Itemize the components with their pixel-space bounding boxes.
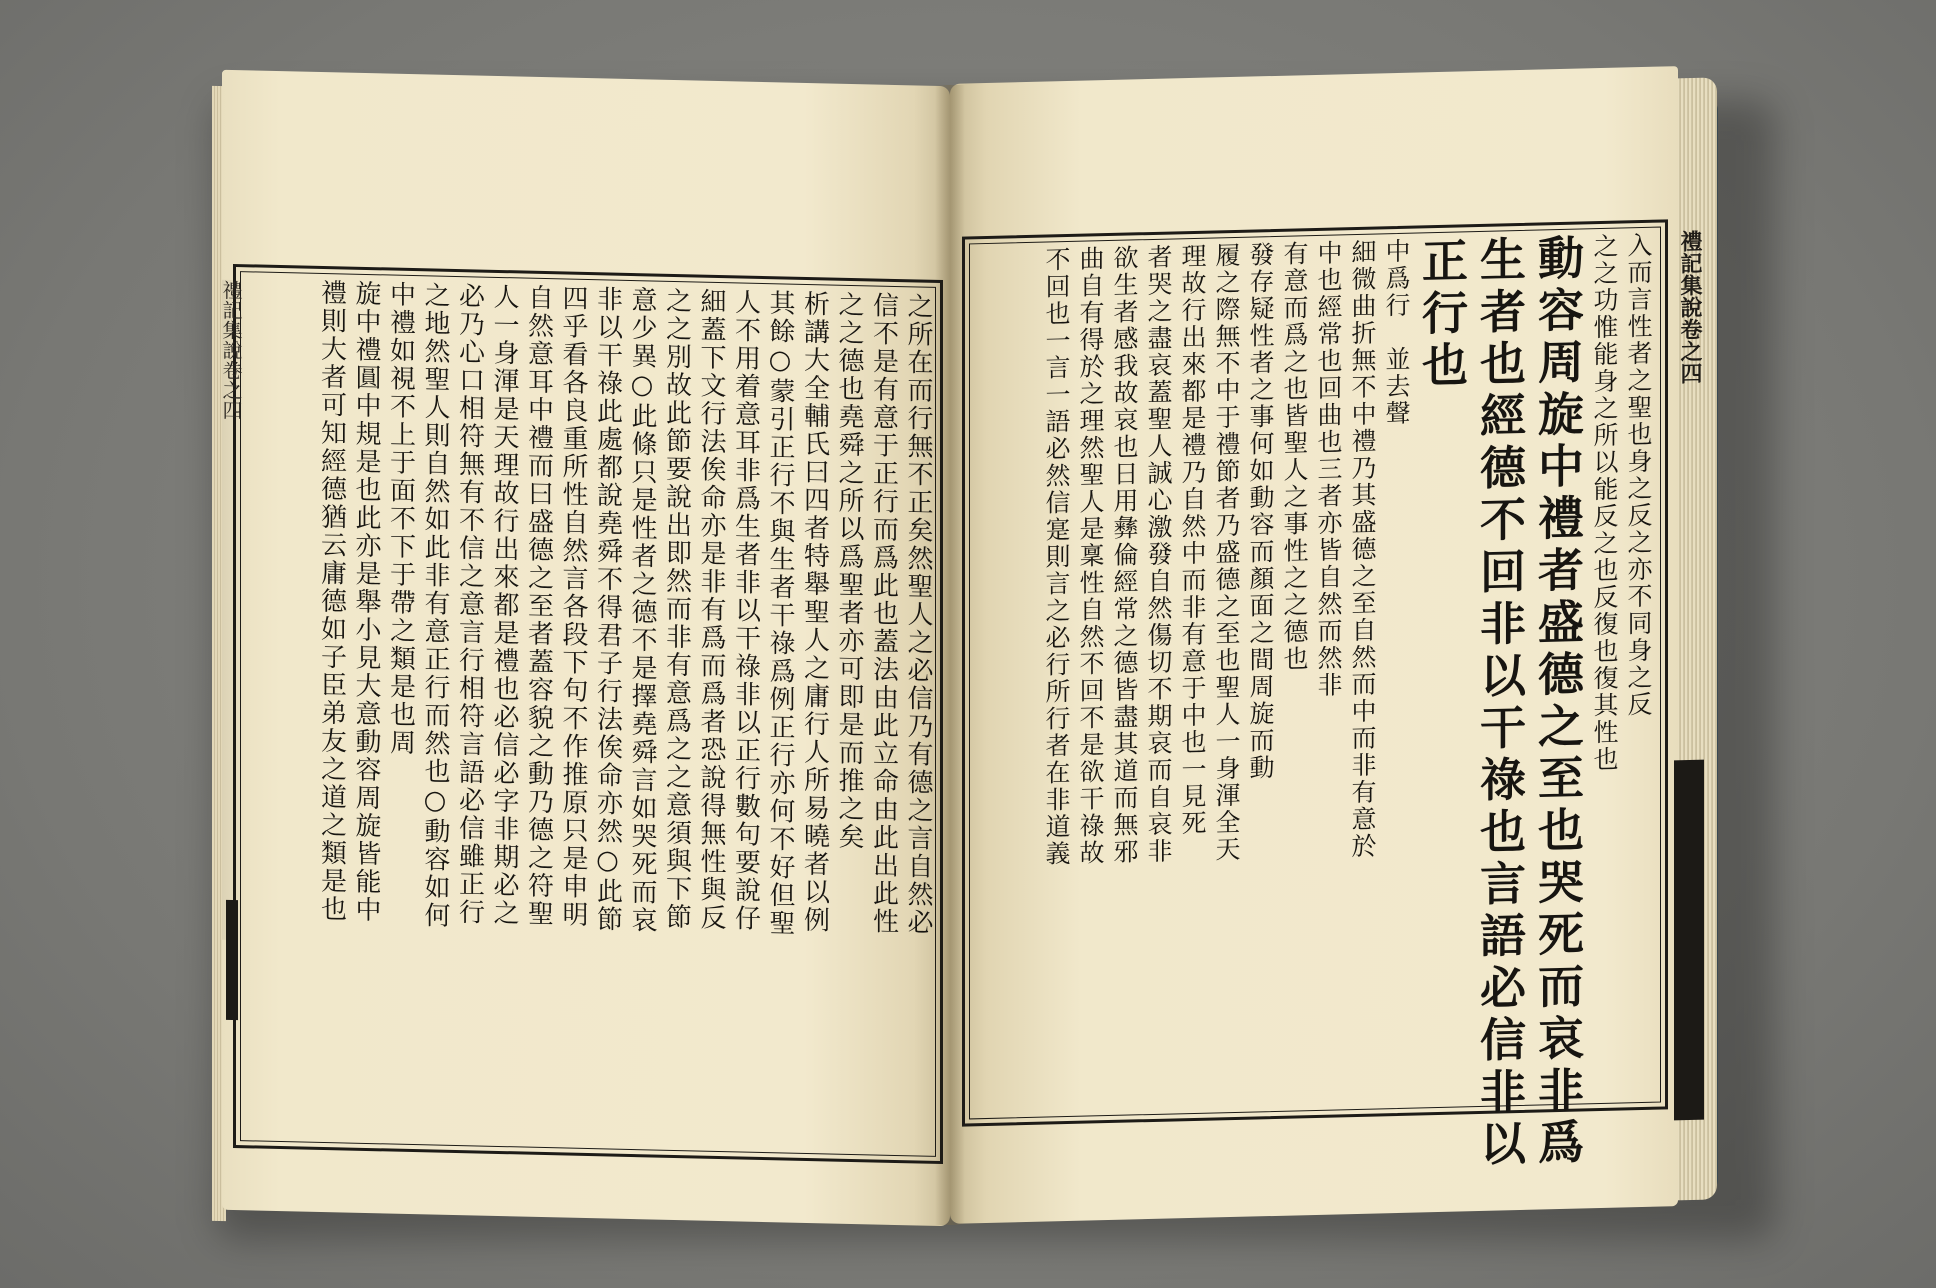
text-column: 之之德也堯舜之所以爲聖者亦可即是而推之矣	[834, 290, 864, 852]
text-column: 旋中禮圓中規是也此亦是舉小見大意動容周旋皆能中	[351, 279, 381, 925]
text-column: 之所在而行無不正矣然聖人之必信乃有德之言自然必	[903, 292, 933, 937]
commentary-column: 欲生者感我故哀也日用彝倫經常之德皆盡其道而無邪	[1110, 244, 1139, 867]
right-page-text	[975, 231, 1655, 1173]
commentary-column: 細微曲折無不中禮乃其盛德之至自然而中而非有意於	[1348, 238, 1377, 861]
right-margin-mark	[1674, 760, 1704, 1121]
text-column: 之地然聖人則自然如此非有意正行而然也○動容如何	[420, 281, 450, 930]
text-column: 非以干祿此處都說堯舜不得君子行法俟命亦然○此節	[592, 285, 623, 934]
left-page-text	[245, 277, 935, 1153]
right-margin-label: 禮記集說卷之四	[1677, 229, 1703, 385]
main-text-column: 動容周旋中禮者盛德之至也哭死而哀非爲	[1531, 233, 1585, 1171]
text-column: 禮則大者可知經德猶云庸德如子臣弟友之道之類是也	[316, 278, 347, 924]
commentary-column: 有意而爲之也皆聖人之事性之之德也	[1280, 240, 1309, 673]
text-column: 四乎看各良重所性自然言各段下句不作推原只是申明	[558, 284, 588, 929]
text-column: 中禮如視不上于面不下于帶之類是也周	[385, 280, 416, 758]
commentary-column: 不回也一言一語必然信寔則言之必行所行者在非道義	[1042, 245, 1071, 868]
commentary-column: 理故行出來都是禮乃自然中而非有意于中也一見死	[1178, 242, 1207, 838]
commentary-column: 履之際無不中于禮節者乃盛德之至也聖人一身渾全天	[1212, 241, 1241, 864]
note-column: 之之功惟能身之所以能反之也反復也復其性也	[1590, 232, 1619, 774]
left-margin-label: 禮記集說卷之四	[222, 280, 246, 941]
text-column: 細蓋下文行法俟命亦是非有爲而爲者恐說得無性與反	[696, 287, 726, 933]
text-column: 之之別故此節要說出即然而非有意爲之之意須與下節	[661, 286, 692, 932]
text-column: 自然意耳中禮而曰盛德之至者蓋容貌之動乃德之符聖	[523, 283, 554, 929]
text-column: 信不是有意于正行而爲此也蓋法由此立命由此出此性	[868, 291, 899, 937]
main-text-column: 生者也經德不回非以干祿也言語必信非以	[1473, 234, 1527, 1173]
text-column: 人不用着意耳非爲生者非以干祿非以正行數句要說仔	[730, 288, 761, 933]
text-column: 析講大全輔氏曰四者特舉聖人之庸行人所易曉者以例	[799, 289, 830, 935]
text-column: 其餘○蒙引正行不與生者干祿爲例正行亦何不好但聖	[765, 288, 795, 938]
text-column: 意少異○此條只是性者之德不是擇堯舜言如哭死而哀	[627, 285, 657, 935]
commentary-column: 發存疑性者之事何如動容而顏面之間周旋而動	[1246, 240, 1275, 782]
note-column: 入而言性者之聖也身之反之亦不同身之反	[1624, 231, 1653, 719]
commentary-column: 中也經常也回曲也三者亦皆自然而然非	[1314, 239, 1343, 700]
commentary-column: 者哭之盡哀蓋聖人誠心激發自然傷切不期哀而自哀非	[1144, 243, 1173, 866]
main-text-column: 正行也	[1415, 236, 1469, 394]
text-column: 人一身渾是天理故行出來都是禮也必信必字非期必之	[489, 282, 519, 928]
gloss-column: 中爲行 並去聲	[1382, 237, 1411, 428]
left-margin-mark	[226, 900, 238, 1020]
commentary-column: 曲自有得於之理然聖人是稟性自然不回不是欲干祿故	[1076, 245, 1105, 867]
text-column: 必乃心口相符無有不信之意言行相符言語必信雖正行	[454, 281, 485, 927]
